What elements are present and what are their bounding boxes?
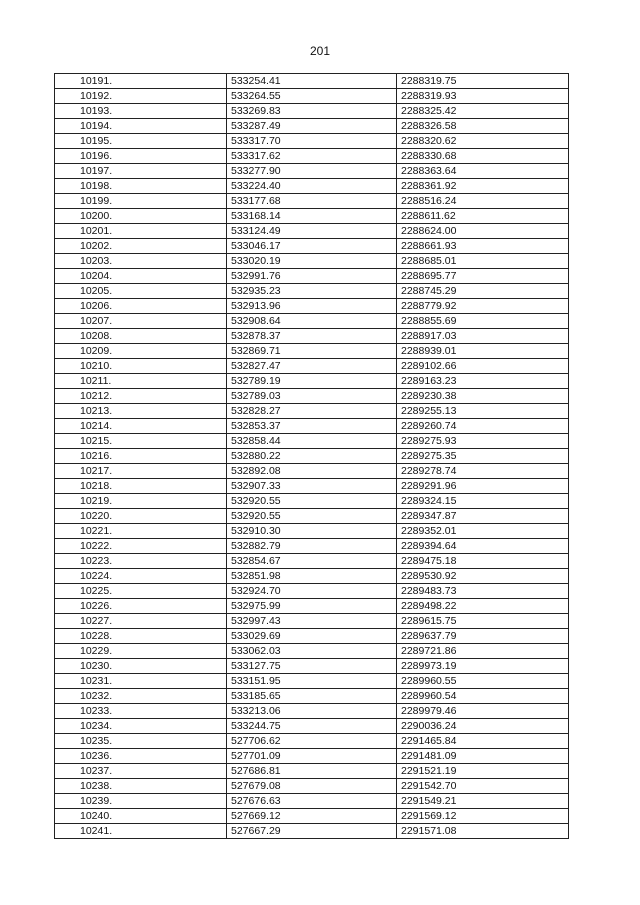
table-row xyxy=(55,149,569,164)
table-row xyxy=(55,824,569,839)
northing-cell: 2289352.01 xyxy=(397,524,569,539)
northing-cell: 2289530.92 xyxy=(397,569,569,584)
northing-cell: 2288745.29 xyxy=(397,284,569,299)
table-row xyxy=(55,389,569,404)
northing-cell: 2288685.01 xyxy=(397,254,569,269)
point-id-cell: 10201. xyxy=(55,224,227,239)
table-row xyxy=(55,419,569,434)
easting-cell: 532854.67 xyxy=(227,554,397,569)
easting-cell: 533151.95 xyxy=(227,674,397,689)
point-id-cell: 10192. xyxy=(55,89,227,104)
northing-cell: 2289475.18 xyxy=(397,554,569,569)
table-row xyxy=(55,539,569,554)
northing-cell: 2289291.96 xyxy=(397,479,569,494)
point-id-cell: 10210. xyxy=(55,359,227,374)
point-id-cell: 10212. xyxy=(55,389,227,404)
table-row xyxy=(55,659,569,674)
easting-cell: 533224.40 xyxy=(227,179,397,194)
easting-cell: 533185.65 xyxy=(227,689,397,704)
northing-cell: 2288363.64 xyxy=(397,164,569,179)
point-id-cell: 10200. xyxy=(55,209,227,224)
northing-cell: 2288361.92 xyxy=(397,179,569,194)
northing-cell: 2288939.01 xyxy=(397,344,569,359)
northing-cell: 2291542.70 xyxy=(397,779,569,794)
table-row xyxy=(55,779,569,794)
northing-cell: 2290036.24 xyxy=(397,719,569,734)
northing-cell: 2289615.75 xyxy=(397,614,569,629)
easting-cell: 533317.62 xyxy=(227,149,397,164)
easting-cell: 532858.44 xyxy=(227,434,397,449)
northing-cell: 2289637.79 xyxy=(397,629,569,644)
table-row xyxy=(55,674,569,689)
table-row xyxy=(55,254,569,269)
northing-cell: 2288917.03 xyxy=(397,329,569,344)
easting-cell: 532869.71 xyxy=(227,344,397,359)
point-id-cell: 10226. xyxy=(55,599,227,614)
northing-cell: 2289163.23 xyxy=(397,374,569,389)
table-row xyxy=(55,134,569,149)
table-row xyxy=(55,644,569,659)
northing-cell: 2288611.62 xyxy=(397,209,569,224)
northing-cell: 2289260.74 xyxy=(397,419,569,434)
point-id-cell: 10238. xyxy=(55,779,227,794)
point-id-cell: 10196. xyxy=(55,149,227,164)
northing-cell: 2289102.66 xyxy=(397,359,569,374)
easting-cell: 532908.64 xyxy=(227,314,397,329)
point-id-cell: 10216. xyxy=(55,449,227,464)
point-id-cell: 10195. xyxy=(55,134,227,149)
easting-cell: 533124.49 xyxy=(227,224,397,239)
point-id-cell: 10229. xyxy=(55,644,227,659)
table-row xyxy=(55,314,569,329)
northing-cell: 2289483.73 xyxy=(397,584,569,599)
northing-cell: 2288319.75 xyxy=(397,74,569,89)
table-row xyxy=(55,479,569,494)
northing-cell: 2289275.93 xyxy=(397,434,569,449)
northing-cell: 2288319.93 xyxy=(397,89,569,104)
table-row xyxy=(55,284,569,299)
northing-cell: 2289324.15 xyxy=(397,494,569,509)
point-id-cell: 10206. xyxy=(55,299,227,314)
point-id-cell: 10225. xyxy=(55,584,227,599)
easting-cell: 532975.99 xyxy=(227,599,397,614)
table-row xyxy=(55,689,569,704)
table-row xyxy=(55,299,569,314)
easting-cell: 532924.70 xyxy=(227,584,397,599)
easting-cell: 527679.08 xyxy=(227,779,397,794)
table-row xyxy=(55,464,569,479)
easting-cell: 532920.55 xyxy=(227,509,397,524)
point-id-cell: 10203. xyxy=(55,254,227,269)
easting-cell: 533213.06 xyxy=(227,704,397,719)
point-id-cell: 10236. xyxy=(55,749,227,764)
northing-cell: 2289721.86 xyxy=(397,644,569,659)
northing-cell: 2289394.64 xyxy=(397,539,569,554)
northing-cell: 2288325.42 xyxy=(397,104,569,119)
table-row xyxy=(55,764,569,779)
easting-cell: 533269.83 xyxy=(227,104,397,119)
easting-cell: 533020.19 xyxy=(227,254,397,269)
table-row xyxy=(55,179,569,194)
point-id-cell: 10215. xyxy=(55,434,227,449)
northing-cell: 2288320.62 xyxy=(397,134,569,149)
point-id-cell: 10227. xyxy=(55,614,227,629)
table-row xyxy=(55,584,569,599)
point-id-cell: 10219. xyxy=(55,494,227,509)
easting-cell: 533254.41 xyxy=(227,74,397,89)
point-id-cell: 10239. xyxy=(55,794,227,809)
easting-cell: 527686.81 xyxy=(227,764,397,779)
northing-cell: 2289278.74 xyxy=(397,464,569,479)
point-id-cell: 10194. xyxy=(55,119,227,134)
easting-cell: 527701.09 xyxy=(227,749,397,764)
point-id-cell: 10234. xyxy=(55,719,227,734)
easting-cell: 532828.27 xyxy=(227,404,397,419)
easting-cell: 533277.90 xyxy=(227,164,397,179)
table-row xyxy=(55,194,569,209)
table-row xyxy=(55,809,569,824)
table-row xyxy=(55,794,569,809)
easting-cell: 533168.14 xyxy=(227,209,397,224)
table-row xyxy=(55,719,569,734)
easting-cell: 533317.70 xyxy=(227,134,397,149)
point-id-cell: 10208. xyxy=(55,329,227,344)
table-row xyxy=(55,374,569,389)
point-id-cell: 10211. xyxy=(55,374,227,389)
point-id-cell: 10213. xyxy=(55,404,227,419)
point-id-cell: 10231. xyxy=(55,674,227,689)
northing-cell: 2288855.69 xyxy=(397,314,569,329)
northing-cell: 2289498.22 xyxy=(397,599,569,614)
point-id-cell: 10198. xyxy=(55,179,227,194)
northing-cell: 2289960.55 xyxy=(397,674,569,689)
northing-cell: 2291569.12 xyxy=(397,809,569,824)
easting-cell: 532997.43 xyxy=(227,614,397,629)
page-number: 201 xyxy=(309,44,331,58)
easting-cell: 527676.63 xyxy=(227,794,397,809)
easting-cell: 532880.22 xyxy=(227,449,397,464)
point-id-cell: 10220. xyxy=(55,509,227,524)
northing-cell: 2288516.24 xyxy=(397,194,569,209)
point-id-cell: 10191. xyxy=(55,74,227,89)
easting-cell: 532913.96 xyxy=(227,299,397,314)
point-id-cell: 10204. xyxy=(55,269,227,284)
point-id-cell: 10237. xyxy=(55,764,227,779)
point-id-cell: 10222. xyxy=(55,539,227,554)
table-row xyxy=(55,554,569,569)
table-row xyxy=(55,359,569,374)
table-row xyxy=(55,104,569,119)
easting-cell: 527667.29 xyxy=(227,824,397,839)
easting-cell: 532935.23 xyxy=(227,284,397,299)
easting-cell: 533127.75 xyxy=(227,659,397,674)
table-row xyxy=(55,239,569,254)
table-row xyxy=(55,704,569,719)
easting-cell: 527669.12 xyxy=(227,809,397,824)
point-id-cell: 10199. xyxy=(55,194,227,209)
northing-cell: 2289255.13 xyxy=(397,404,569,419)
table-row xyxy=(55,749,569,764)
table-row xyxy=(55,74,569,89)
table-row xyxy=(55,629,569,644)
northing-cell: 2288695.77 xyxy=(397,269,569,284)
table-row xyxy=(55,494,569,509)
easting-cell: 532920.55 xyxy=(227,494,397,509)
table-row xyxy=(55,524,569,539)
table-row xyxy=(55,404,569,419)
table-row xyxy=(55,119,569,134)
northing-cell: 2288330.68 xyxy=(397,149,569,164)
easting-cell: 532907.33 xyxy=(227,479,397,494)
easting-cell: 532910.30 xyxy=(227,524,397,539)
point-id-cell: 10217. xyxy=(55,464,227,479)
point-id-cell: 10221. xyxy=(55,524,227,539)
easting-cell: 532853.37 xyxy=(227,419,397,434)
northing-cell: 2288661.93 xyxy=(397,239,569,254)
easting-cell: 532882.79 xyxy=(227,539,397,554)
table-row xyxy=(55,224,569,239)
point-id-cell: 10207. xyxy=(55,314,227,329)
northing-cell: 2288779.92 xyxy=(397,299,569,314)
easting-cell: 527706.62 xyxy=(227,734,397,749)
table-row xyxy=(55,569,569,584)
coordinate-table xyxy=(54,73,569,839)
northing-cell: 2289973.19 xyxy=(397,659,569,674)
easting-cell: 532851.98 xyxy=(227,569,397,584)
easting-cell: 533264.55 xyxy=(227,89,397,104)
point-id-cell: 10205. xyxy=(55,284,227,299)
table-row xyxy=(55,329,569,344)
easting-cell: 532892.08 xyxy=(227,464,397,479)
easting-cell: 532991.76 xyxy=(227,269,397,284)
northing-cell: 2289347.87 xyxy=(397,509,569,524)
northing-cell: 2288624.00 xyxy=(397,224,569,239)
easting-cell: 533046.17 xyxy=(227,239,397,254)
easting-cell: 532878.37 xyxy=(227,329,397,344)
point-id-cell: 10232. xyxy=(55,689,227,704)
easting-cell: 533062.03 xyxy=(227,644,397,659)
easting-cell: 532827.47 xyxy=(227,359,397,374)
point-id-cell: 10193. xyxy=(55,104,227,119)
table-row xyxy=(55,449,569,464)
northing-cell: 2289275.35 xyxy=(397,449,569,464)
northing-cell: 2291549.21 xyxy=(397,794,569,809)
table-row xyxy=(55,164,569,179)
point-id-cell: 10241. xyxy=(55,824,227,839)
northing-cell: 2291481.09 xyxy=(397,749,569,764)
point-id-cell: 10197. xyxy=(55,164,227,179)
coordinate-table-body xyxy=(55,74,569,839)
easting-cell: 533029.69 xyxy=(227,629,397,644)
northing-cell: 2291521.19 xyxy=(397,764,569,779)
table-row xyxy=(55,734,569,749)
table-row xyxy=(55,344,569,359)
table-row xyxy=(55,269,569,284)
table-row xyxy=(55,209,569,224)
point-id-cell: 10230. xyxy=(55,659,227,674)
easting-cell: 532789.19 xyxy=(227,374,397,389)
point-id-cell: 10202. xyxy=(55,239,227,254)
point-id-cell: 10224. xyxy=(55,569,227,584)
easting-cell: 533177.68 xyxy=(227,194,397,209)
point-id-cell: 10228. xyxy=(55,629,227,644)
point-id-cell: 10218. xyxy=(55,479,227,494)
point-id-cell: 10209. xyxy=(55,344,227,359)
northing-cell: 2288326.58 xyxy=(397,119,569,134)
easting-cell: 533244.75 xyxy=(227,719,397,734)
table-row xyxy=(55,614,569,629)
point-id-cell: 10235. xyxy=(55,734,227,749)
easting-cell: 533287.49 xyxy=(227,119,397,134)
table-row xyxy=(55,434,569,449)
northing-cell: 2289979.46 xyxy=(397,704,569,719)
point-id-cell: 10223. xyxy=(55,554,227,569)
northing-cell: 2291465.84 xyxy=(397,734,569,749)
easting-cell: 532789.03 xyxy=(227,389,397,404)
table-row xyxy=(55,599,569,614)
table-row xyxy=(55,89,569,104)
northing-cell: 2289960.54 xyxy=(397,689,569,704)
table-row xyxy=(55,509,569,524)
northing-cell: 2291571.08 xyxy=(397,824,569,839)
northing-cell: 2289230.38 xyxy=(397,389,569,404)
point-id-cell: 10240. xyxy=(55,809,227,824)
point-id-cell: 10233. xyxy=(55,704,227,719)
point-id-cell: 10214. xyxy=(55,419,227,434)
